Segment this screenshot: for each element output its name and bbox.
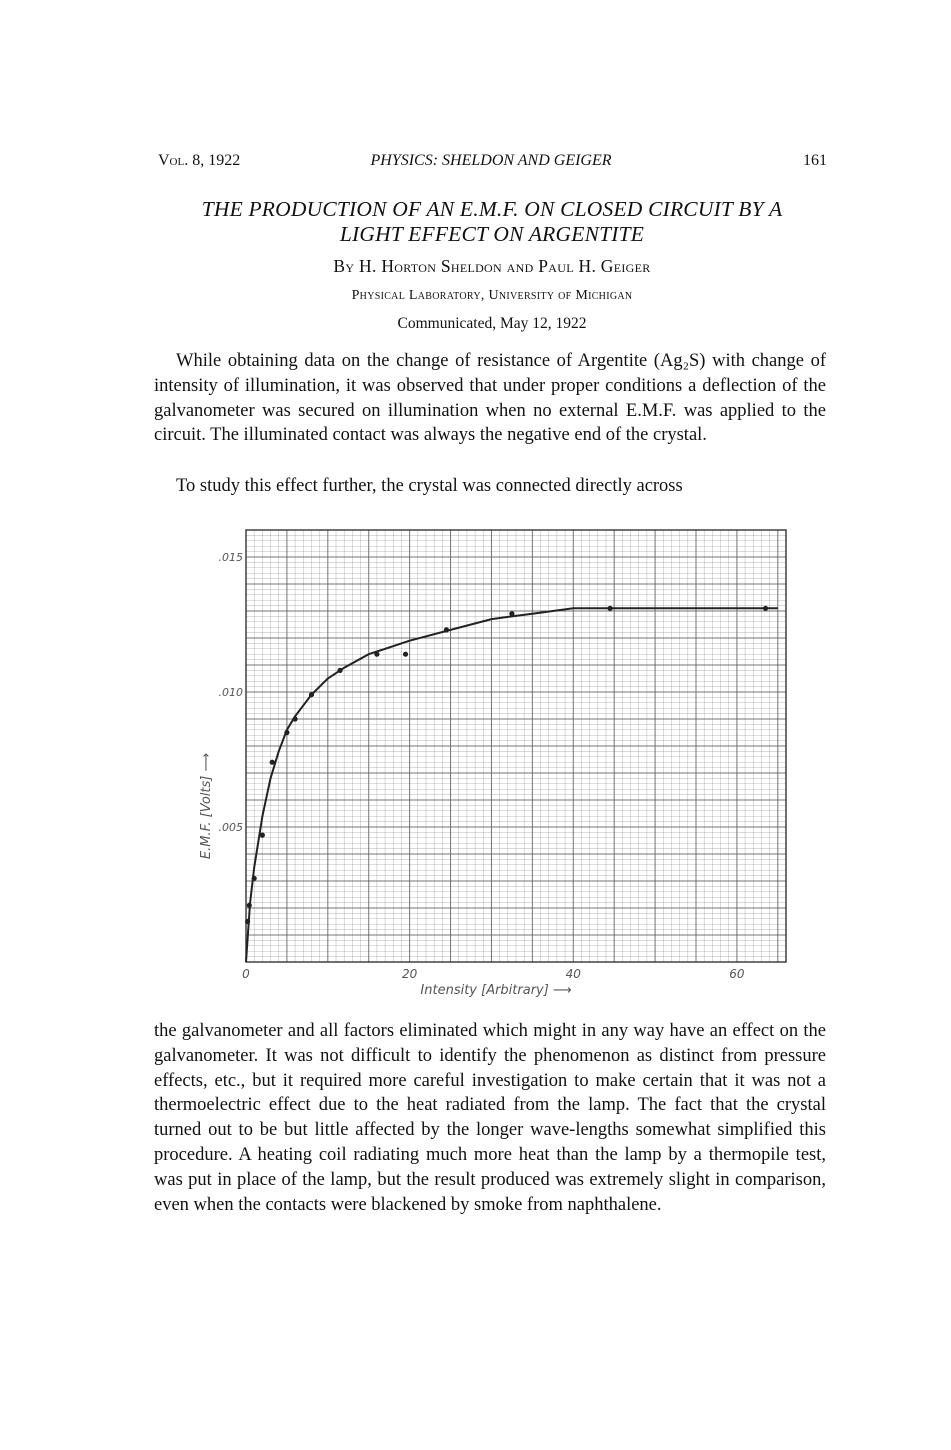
y-tick-labels bbox=[219, 551, 244, 834]
data-point bbox=[374, 652, 379, 657]
data-point bbox=[245, 919, 250, 924]
y-tick-label: .010 bbox=[218, 686, 243, 699]
running-title: PHYSICS: SHELDON AND GEIGER bbox=[370, 152, 612, 169]
fit-curve bbox=[246, 608, 778, 962]
x-tick-label: 40 bbox=[565, 967, 581, 981]
communicated-date: Communicated, May 12, 1922 bbox=[397, 315, 587, 332]
authors: By H. Horton Sheldon and Paul H. Geiger bbox=[333, 256, 651, 276]
paragraph-3: the galvanometer and all factors eliminated which might in any way have an effect on the galvanometer. It was not difficult to identify the phenomenon as distinct from pressure effects, etc., but it required more careful investigation to make certain that it was not a thermoelectric effect due to the heat radiated from the lamp. The fact that the crystal turned out to be but little affected by the longer wave-lengths somewhat simplified this procedure. A heating coil radiating much more heat than the lamp by a thermopile test, was put in place of the lamp, but the result produced was extremely slight in comparison, even when the contacts were blackened by smoke from naphthalene. bbox=[154, 1021, 826, 1215]
data-point bbox=[292, 716, 297, 721]
paragraph-1: While obtaining data on the change of resistance of Argentite (Ag₂S) with change of intensity of illumination, it was observed that under proper conditions a deflection of the galvanometer was secured on illumination when no external E.M.F. was applied to the circuit. The illuminated contact was always the negative end of the crystal. bbox=[154, 351, 826, 446]
y-tick-label: .015 bbox=[218, 551, 243, 564]
y-axis-label: E.M.F. [Volts] ⟶ bbox=[199, 752, 214, 860]
emf-figure bbox=[180, 520, 820, 1000]
paragraph-2: To study this effect further, the crystal was connected directly across bbox=[176, 476, 683, 496]
x-tick-labels bbox=[242, 967, 745, 981]
volume-info: Vol. 8, 1922 bbox=[158, 152, 241, 169]
running-header bbox=[155, 152, 827, 178]
data-point bbox=[260, 833, 265, 838]
data-point bbox=[337, 668, 342, 673]
page-number: 161 bbox=[803, 152, 827, 169]
emf-chart bbox=[180, 520, 820, 1000]
data-points bbox=[245, 606, 768, 924]
data-point bbox=[403, 652, 408, 657]
affiliation: Physical Laboratory, University of Michigan bbox=[351, 288, 633, 303]
data-point bbox=[509, 611, 514, 616]
data-point bbox=[270, 760, 275, 765]
title-line-1: THE PRODUCTION OF AN E.M.F. ON CLOSED CIRCUIT BY A bbox=[201, 197, 783, 221]
data-point bbox=[763, 606, 768, 611]
data-point bbox=[247, 903, 252, 908]
title-line-2: LIGHT EFFECT ON ARGENTITE bbox=[339, 222, 645, 246]
data-point bbox=[444, 627, 449, 632]
y-tick-label: .005 bbox=[218, 821, 243, 834]
x-tick-label: 0 bbox=[242, 967, 250, 981]
data-point bbox=[284, 730, 289, 735]
data-point bbox=[252, 876, 257, 881]
x-tick-label: 20 bbox=[401, 967, 418, 981]
x-axis-label: Intensity [Arbitrary] ⟶ bbox=[420, 983, 572, 998]
data-point bbox=[309, 692, 314, 697]
article-title bbox=[150, 197, 834, 247]
x-tick-label: 60 bbox=[729, 967, 745, 981]
data-point bbox=[607, 606, 612, 611]
